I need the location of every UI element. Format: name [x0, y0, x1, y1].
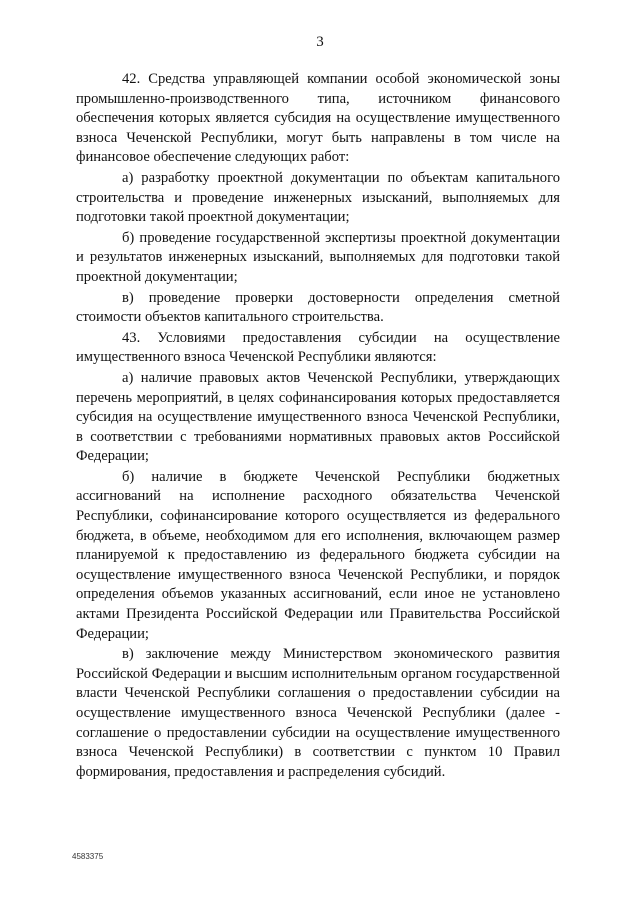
- paragraph-42-b: б) проведение государственной экспертизы проектной документации и результатов инженерных изысканий, выполняемых для подготовки такой проектной документации;: [76, 229, 560, 285]
- paragraph-43-v: в) заключение между Министерством экономического развития Российской Федерации и высшим исполнительным органом государственной власти Чеченской Республики соглашения о предоставлении субсидии на осуществление имущественного взноса Чеченской Республики (далее - соглашение о предоставлении субсидии на осуществление имущественного взноса Чеченской Республики) в соответствии с пунктом 10 Правил формирования, предоставления и распределения субсидий.: [76, 646, 560, 780]
- paragraph-42-v: в) проведение проверки достоверности определения сметной стоимости объектов капитального строительства.: [76, 289, 560, 326]
- paragraph-42: 42. Средства управляющей компании особой экономической зоны промышленно-производственного типа, источником финансового обеспечения которых является субсидия на осуществление имущественного взноса Чеченской Республики, могут быть направлены в том числе на финансовое обеспечение следующих работ:: [76, 71, 560, 166]
- document-body: [76, 70, 560, 782]
- paragraph-43-b: б) наличие в бюджете Чеченской Республики бюджетных ассигнований на исполнение расходного обязательства Чеченской Республики, софинансирование которого осуществляется из федерального бюджета, в объеме, необходимом для его исполнения, включающем размер планируемой к предоставлению из федерального бюджета субсидии на осуществление имущественного взноса Чеченской Республики, и порядок определения объемов указанных ассигнований, если иное не установлено актами Президента Российской Федерации или Правительства Российской Федерации;: [76, 468, 560, 642]
- paragraph-43-a: а) наличие правовых актов Чеченской Республики, утверждающих перечень мероприятий, в целях софинансирования которых предоставляется субсидия на осуществление имущественного взноса Чеченской Республики, в соответствии с требованиями нормативных правовых актов Российской Федерации;: [76, 369, 560, 465]
- paragraph-43: 43. Условиями предоставления субсидии на осуществление имущественного взноса Чеченской Республики являются:: [76, 329, 560, 366]
- document-id: 4583375: [72, 852, 104, 861]
- paragraph-42-a: а) разработку проектной документации по объектам капитального строительства и проведение инженерных изысканий, выполняемых для подготовки такой проектной документации;: [76, 169, 560, 226]
- page-number: 3: [316, 34, 324, 50]
